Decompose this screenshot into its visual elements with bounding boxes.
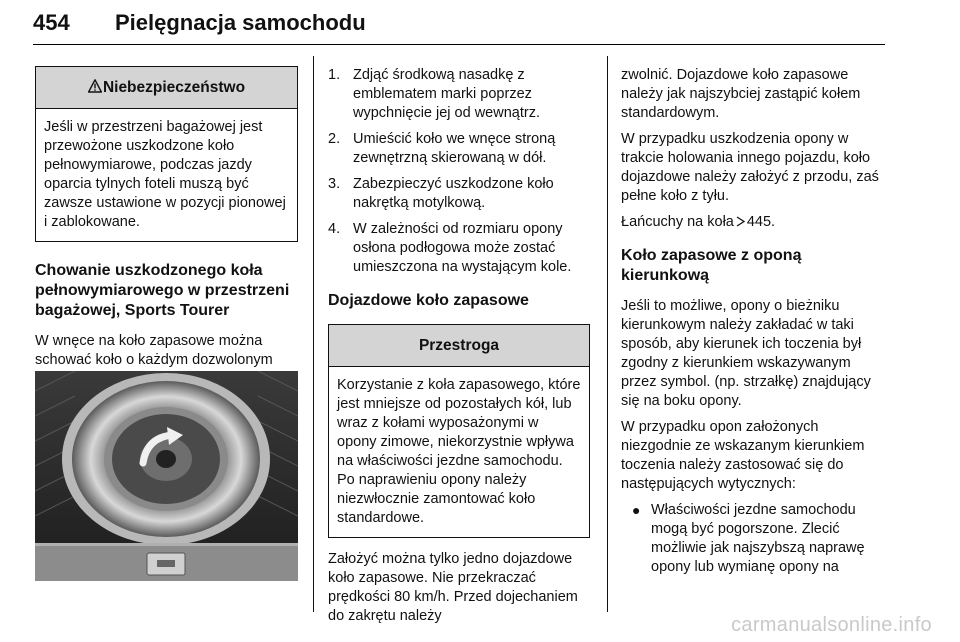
warning-box-header	[36, 67, 297, 109]
spare-wheel-well-photo	[35, 371, 298, 581]
caution-text: Korzystanie z koła zapasowego, które jest mniejsze od pozostałych kół, lub wraz z kołami wyposażonymi w opony zimowe, niekorzystnie wpływa na właściwości jezdne samochodu. Po naprawieniu opony należy niezwłocznie zamontować koło standardowe.	[337, 377, 581, 526]
caution-box-header: Przestroga	[329, 325, 589, 367]
warning-box	[35, 66, 298, 242]
list-item: 4. W zależności od rozmiaru opony osłona podłogowa może zostać umieszczona na wystającym kole.	[328, 221, 572, 275]
bullet-icon: ●	[632, 502, 641, 518]
warning-triangle-icon	[88, 79, 102, 93]
section-heading-temporary-spare: Dojazdowe koło zapasowe	[328, 292, 529, 309]
section-heading-stow-wheel: Chowanie uszkodzonego koła pełnowymiarowego w przestrzeni bagażowej, Sports Tourer	[35, 262, 290, 319]
column-divider	[607, 56, 608, 612]
page-reference-icon	[736, 216, 745, 227]
column-divider	[313, 56, 314, 612]
page-section-title: Pielęgnacja samochodu	[115, 10, 366, 35]
stow-steps-list	[328, 66, 590, 277]
right-column	[621, 66, 889, 577]
page-header	[33, 10, 885, 45]
list-item: 1. Zdjąć środkową nasadkę z emblematem marki poprzez wypchnięcie jej od wewnątrz.	[328, 67, 540, 121]
warning-text: Jeśli w przestrzeni bagażowej jest przewożone uszkodzone koło pełnowymiarowe, podczas jazdy oparcia tylnych foteli muszą być zawsze ustawione w pozycji pionowej i zablokowane.	[44, 119, 286, 230]
list-item: 2. Umieścić koło we wnęce stroną zewnętrzną skierowaną w dół.	[328, 131, 556, 166]
paragraph-replace-spare: zwolnić. Dojazdowe koło zapasowe należy jak najszybciej zastąpić kołem standardowym.	[621, 67, 861, 121]
paragraph-directional-fitting: Jeśli to możliwe, opony o bieżniku kierunkowym należy zakładać w taki sposób, aby kierunek ich toczenia był zgodny z kierunkiem wskazywanym przez symbol. (np. strzałkę) znajdujący się na boku opony.	[621, 298, 871, 409]
warning-title: Niebezpieczeństwo	[102, 79, 246, 96]
list-item: ● Właściwości jezdne samochodu mogą być pogorszone. Zlecić możliwie jak najszybszą naprawę opony lub wymianę opony na	[632, 502, 865, 575]
section-heading-directional-tyre: Koło zapasowe z oponą kierunkową	[621, 247, 802, 284]
left-column	[35, 66, 298, 389]
stow-wheel-intro: W wnęce na koło zapasowe można schować koło o każdym dozwolonym	[35, 333, 273, 368]
paragraph-wrong-direction: W przypadku opon założonych niezgodnie ze wskazanym kierunkiem toczenia należy zastosować się do następujących wytycznych:	[621, 419, 865, 492]
page-reference[interactable]: 445.	[746, 214, 776, 230]
watermark: carmanualsonline.info	[731, 614, 932, 636]
paragraph-towing: W przypadku uszkodzenia opony w trakcie holowania innego pojazdu, koło dojazdowe należy założyć z przodu, zaś pełne koło z tyłu.	[621, 131, 879, 204]
caution-box	[328, 324, 590, 538]
middle-column	[328, 66, 590, 626]
temporary-spare-rules: Założyć można tylko jedno dojazdowe koło zapasowe. Nie przekraczać prędkości 80 km/h. Przed dojechaniem do zakrętu należy	[328, 551, 578, 624]
page-number: 454	[33, 10, 70, 35]
list-item: 3. Zabezpieczyć uszkodzone koło nakrętką motylkową.	[328, 176, 554, 211]
paragraph-snow-chains: Łańcuchy na koła 445.	[621, 214, 776, 230]
spare-wheel-illustration	[35, 371, 298, 581]
